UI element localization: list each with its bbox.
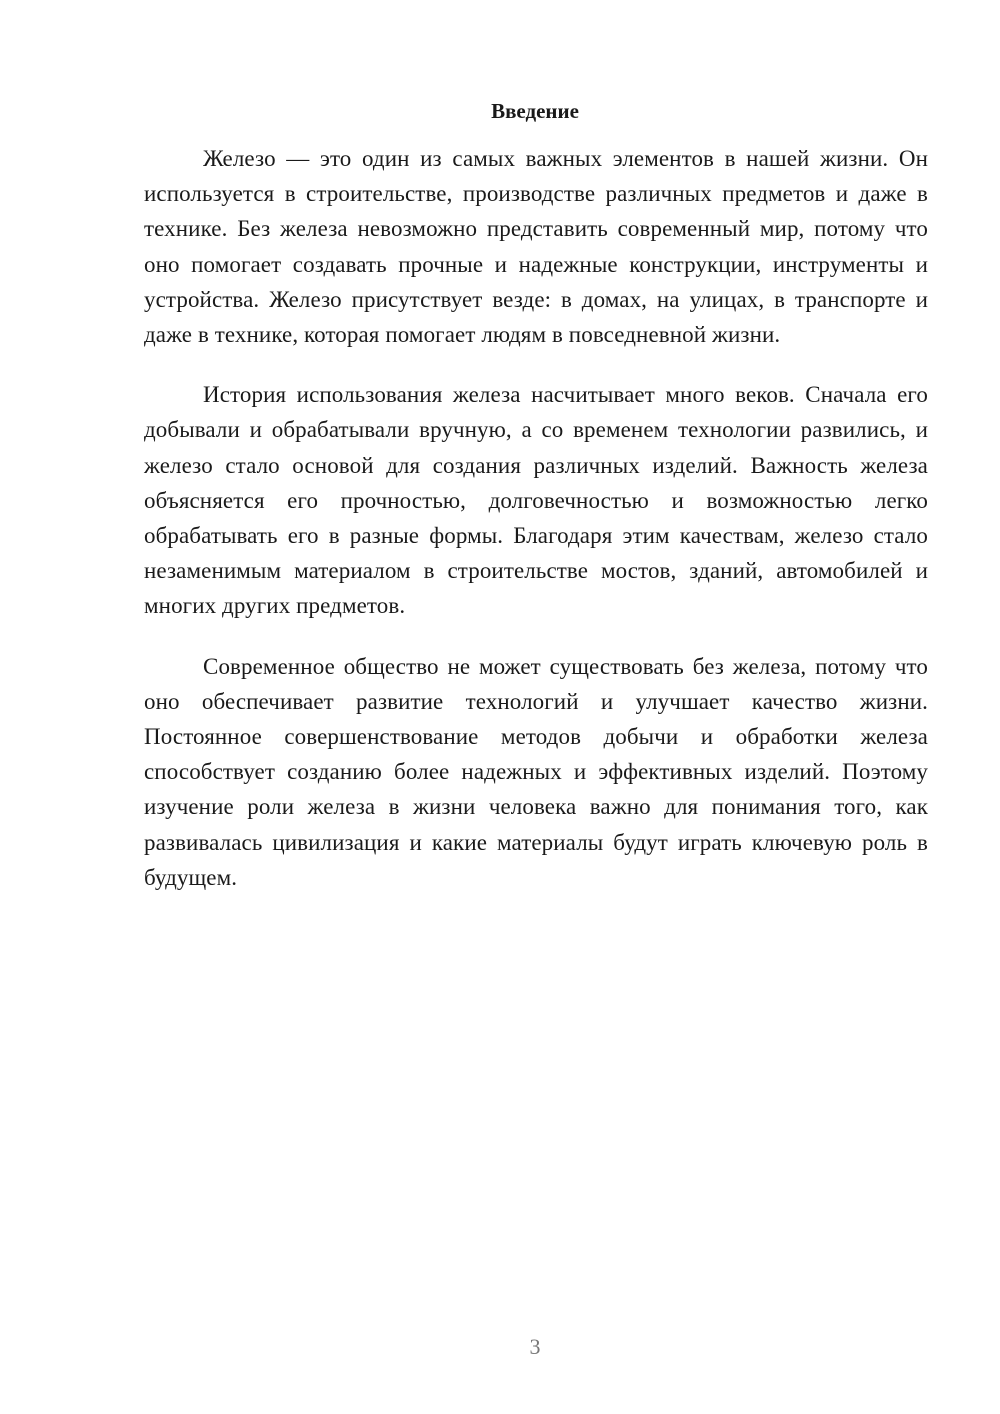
section-heading: Введение: [491, 99, 579, 123]
paragraph-1: Железо — это один из самых важных элементов в нашей жизни. Он используется в строительстве, производстве различных предметов и даже в технике. Без железа невозможно представить современный мир, потому что оно помогает создавать прочные и надежные конструкции, инструменты и устройства. Железо присутствует везде: в домах, на улицах, в транспорте и даже в технике, которая помогает людям в повседневной жизни.: [144, 146, 928, 348]
paragraph-2: История использования железа насчитывает много веков. Сначала его добывали и обрабатывали вручную, а со временем технологии развились, и железо стало основой для создания различных изделий. Важность железа объясняется его прочностью, долговечностью и возможностью легко обрабатывать его в разные формы. Благодаря этим качествам, железо стало незаменимым материалом в строительстве мостов, зданий, автомобилей и многих других предметов.: [144, 382, 928, 619]
document-body: [144, 141, 928, 920]
page-number: 3: [529, 1334, 541, 1359]
paragraph-3: Современное общество не может существовать без железа, потому что оно обеспечивает развитие технологий и улучшает качество жизни. Постоянное совершенствование методов добычи и обработки железа способствует созданию более надежных и эффективных изделий. Поэтому изучение роли железа в жизни человека важно для понимания того, как развивалась цивилизация и какие материалы будут играть ключевую роль в будущем.: [144, 653, 928, 890]
